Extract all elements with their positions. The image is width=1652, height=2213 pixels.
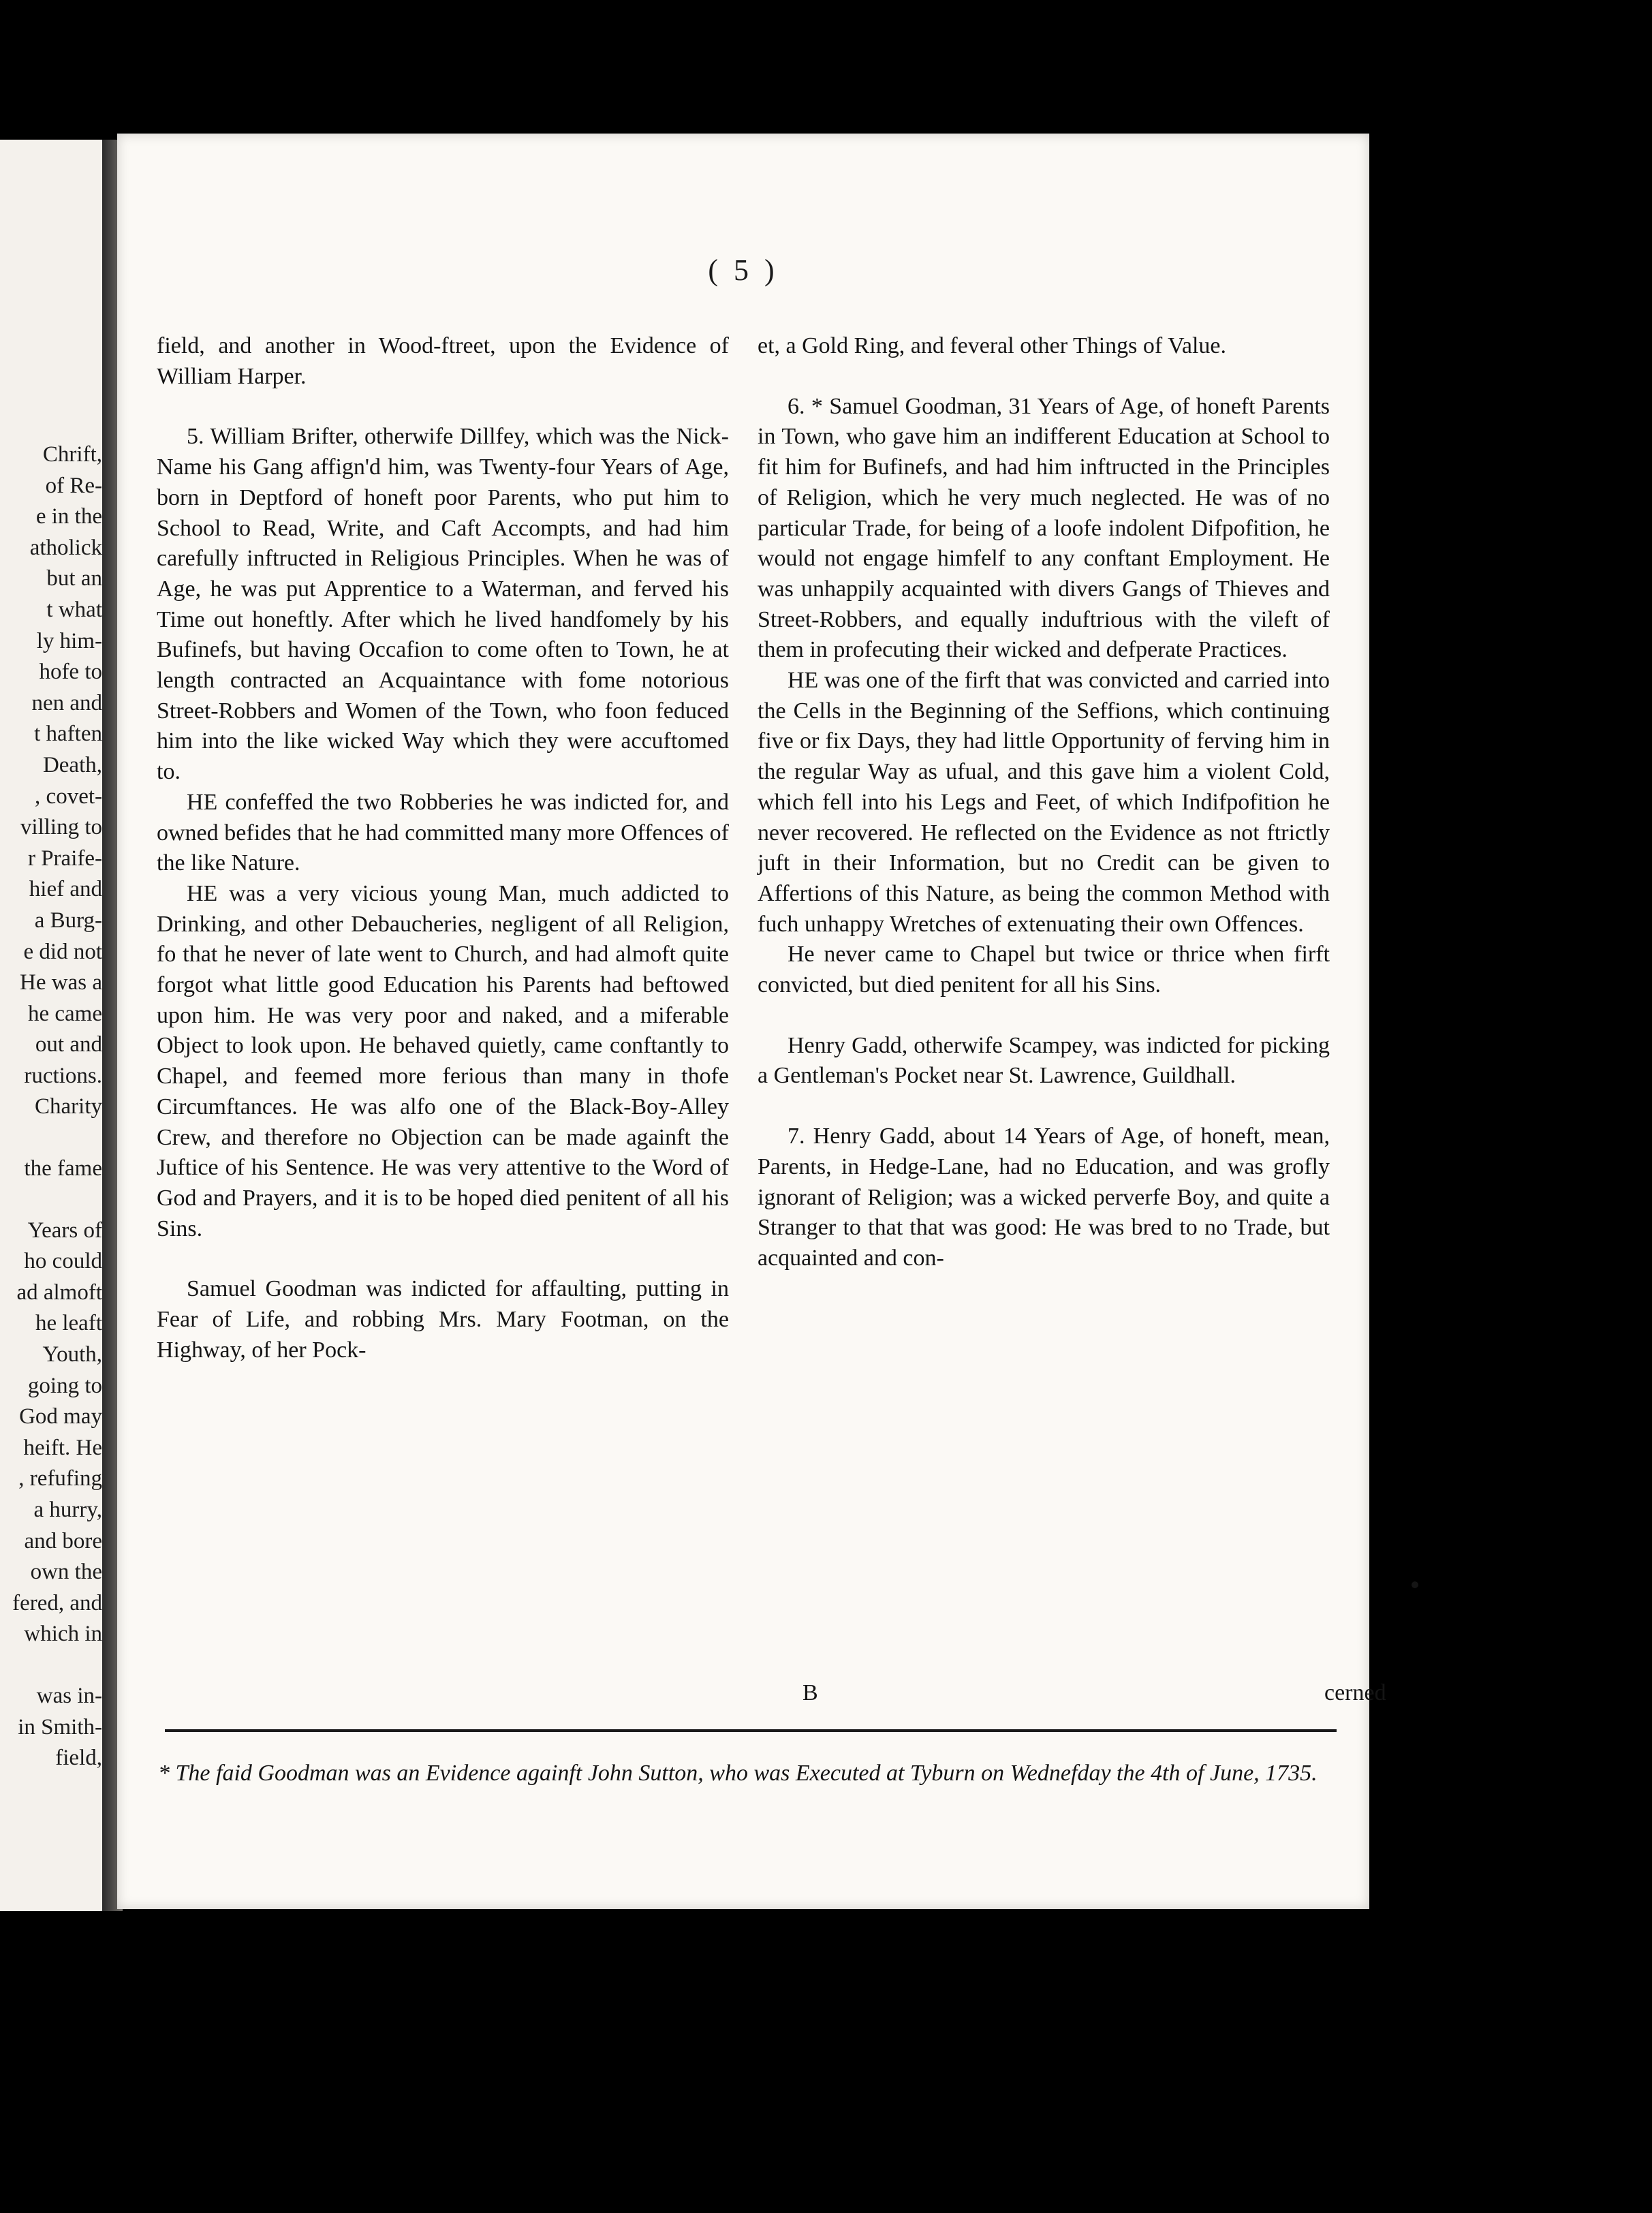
paragraph: He never came to Chapel but twice or thrice when firft convicted, but died penitent for all his Sins.: [758, 942, 1330, 998]
facing-page-line: of Re-: [45, 473, 102, 498]
paragraph: HE was a very vicious young Man, much addicted to Drinking, and other Debaucheries, negligent of all Religion, fo that he never of late went to Church, and had almoft quite forgot what little good Education his Parents had beftowed upon him. He was very poor and naked, and a miferable Object to look upon. He behaved quietly, came conftantly to Chapel, and feemed more ferious than many in thofe Circumftances. He was alfo one of the Black-Boy-Alley Crew, and therefore no Objection can be made againft the Juftice of his Sentence. He was very attentive to the Word of God and Prayers, and it is to be hoped died penitent of all his Sins.: [157, 880, 729, 1241]
facing-page-line: e did not: [23, 939, 102, 964]
facing-page-line: hofe to: [39, 660, 102, 685]
facing-page-line: in Smith-: [18, 1714, 102, 1739]
facing-page-line: he leaft: [35, 1311, 102, 1336]
facing-page-line: hief and: [29, 877, 102, 902]
facing-page-line: out and: [35, 1032, 102, 1057]
paragraph: field, and another in Wood-ftreet, upon the Evidence of William Harper.: [157, 333, 729, 389]
paragraph: 6. * Samuel Goodman, 31 Years of Age, of honeft Parents in Town, who gave him an indifferent Education at School to fit him for Bufinefs, and had him inftructed in the Principles of Religion, which he very much neglected. He was of no particular Trade, for being of a loofe indolent Difpofition, he would not engage himfelf to any conftant Employment. He was unhappily acquainted with divers Gangs of Thieves and Street-Robbers, and equally induftrious with the vileft of them in profecuting their wicked and defperate Practices.: [758, 393, 1330, 663]
facing-page-edge: [0, 140, 105, 1911]
ink-speck: [1412, 1581, 1418, 1588]
book-page: [117, 134, 1386, 1909]
facing-page-line: e in the: [35, 504, 102, 529]
facing-page-line: Death,: [42, 752, 102, 777]
signature-mark: B: [802, 1680, 818, 1705]
facing-page-line: and bore: [24, 1528, 102, 1553]
facing-page-line: which in: [24, 1622, 102, 1647]
page-number: ( 5 ): [708, 253, 779, 287]
facing-page-line: going to: [27, 1373, 102, 1398]
paragraph: Henry Gadd, otherwife Scampey, was indicted for picking a Gentleman's Pocket near St. Lawrence, Guildhall.: [758, 1032, 1330, 1089]
facing-page-line: a Burg-: [34, 908, 102, 933]
facing-page-line: r Praife-: [27, 846, 102, 871]
facing-page-line: atholick: [29, 535, 102, 560]
facing-page-line: nen and: [31, 690, 102, 715]
facing-page-text: [5, 439, 102, 1774]
facing-page-line: , refufing: [18, 1466, 102, 1491]
facing-page-line: , covet-: [35, 784, 102, 809]
footnote-rule: [165, 1729, 1337, 1732]
facing-page-line: t haften: [34, 722, 102, 747]
facing-page-line: ho could: [24, 1249, 102, 1274]
right-column: [758, 331, 1330, 1274]
facing-page-line: Youth,: [42, 1342, 102, 1367]
facing-page-line: [5, 1650, 102, 1681]
facing-page-line: [5, 1123, 102, 1154]
facing-page-line: God may: [19, 1404, 102, 1429]
facing-page-line: ad almoft: [16, 1280, 102, 1305]
facing-page-line: fered, and: [12, 1590, 102, 1615]
paragraph: 7. Henry Gadd, about 14 Years of Age, of honeft, mean, Parents, in Hedge-Lane, had no Education, and was grofly ignorant of Religion; was a wicked perverfe Boy, and quite a Stranger to that that was good: He was bred to no Trade, but acquainted and con-: [758, 1124, 1330, 1271]
facing-page-line: own the: [30, 1560, 102, 1585]
paragraph: HE confeffed the two Robberies he was indicted for, and owned befides that he had committed many more Offences of the like Nature.: [157, 789, 729, 876]
paragraph: Samuel Goodman was indicted for affaulting, putting in Fear of Life, and robbing Mrs. Mary Footman, on the Highway, of her Pock-: [157, 1276, 729, 1363]
facing-page-line: Charity: [35, 1094, 102, 1119]
facing-page-line: a hurry,: [33, 1498, 102, 1522]
paragraph: et, a Gold Ring, and feveral other Things of Value.: [758, 333, 1227, 358]
facing-page-line: he came: [27, 1001, 102, 1026]
facing-page-line: field,: [55, 1746, 102, 1771]
facing-page-line: villing to: [20, 815, 102, 840]
facing-page-line: heift. He: [23, 1435, 102, 1460]
facing-page-line: but an: [46, 566, 102, 591]
facing-page-line: t what: [46, 597, 102, 622]
facing-page-line: Chrift,: [42, 442, 102, 467]
facing-page-line: [5, 1185, 102, 1216]
footnote: * The faid Goodman was an Evidence againft John Sutton, who was Executed at Tyburn on Wednefday the 4th of June, 1735.: [158, 1761, 1318, 1786]
facing-page-line: the fame: [24, 1156, 102, 1181]
facing-page-line: Years of: [27, 1218, 102, 1243]
facing-page-line: He was a: [20, 970, 102, 995]
left-column: [157, 331, 729, 1366]
facing-page-line: was in-: [36, 1683, 102, 1708]
facing-page-line: ructions.: [24, 1063, 102, 1088]
paragraph: 5. William Brifter, otherwife Dillfey, which was the Nick-Name his Gang affign'd him, was Twenty-four Years of Age, born in Deptford of honeft poor Parents, who put him to School to Read, Write, and Caft Accompts, and had him carefully inftructed in Religious Principles. When he was of Age, he was put Apprentice to a Waterman, and ferved his Time out honeftly. After which he lived handfomely by his Bufinefs, but having Occafion to come often to Town, he at length contracted an Acquaintance with fome notorious Street-Robbers and Women of the Town, who foon feduced him into the like wicked Way which they were accuftomed to.: [157, 424, 729, 785]
facing-page-line: ly him-: [36, 628, 102, 653]
paragraph: HE was one of the firft that was convicted and carried into the Cells in the Beginning of the Seffions, which continuing five or fix Days, they had little Opportunity of ferving him in the regular Way as ufual, and this gave him a violent Cold, which fell into his Legs and Feet, of which Indifpofition he never recovered. He reflected on the Evidence as not ftrictly juft in their Information, but no Credit can be given to Affertions of this Nature, as being the common Method with fuch unhappy Wretches of extenuating their own Offences.: [758, 668, 1330, 937]
catchword: cerned: [1324, 1680, 1386, 1705]
